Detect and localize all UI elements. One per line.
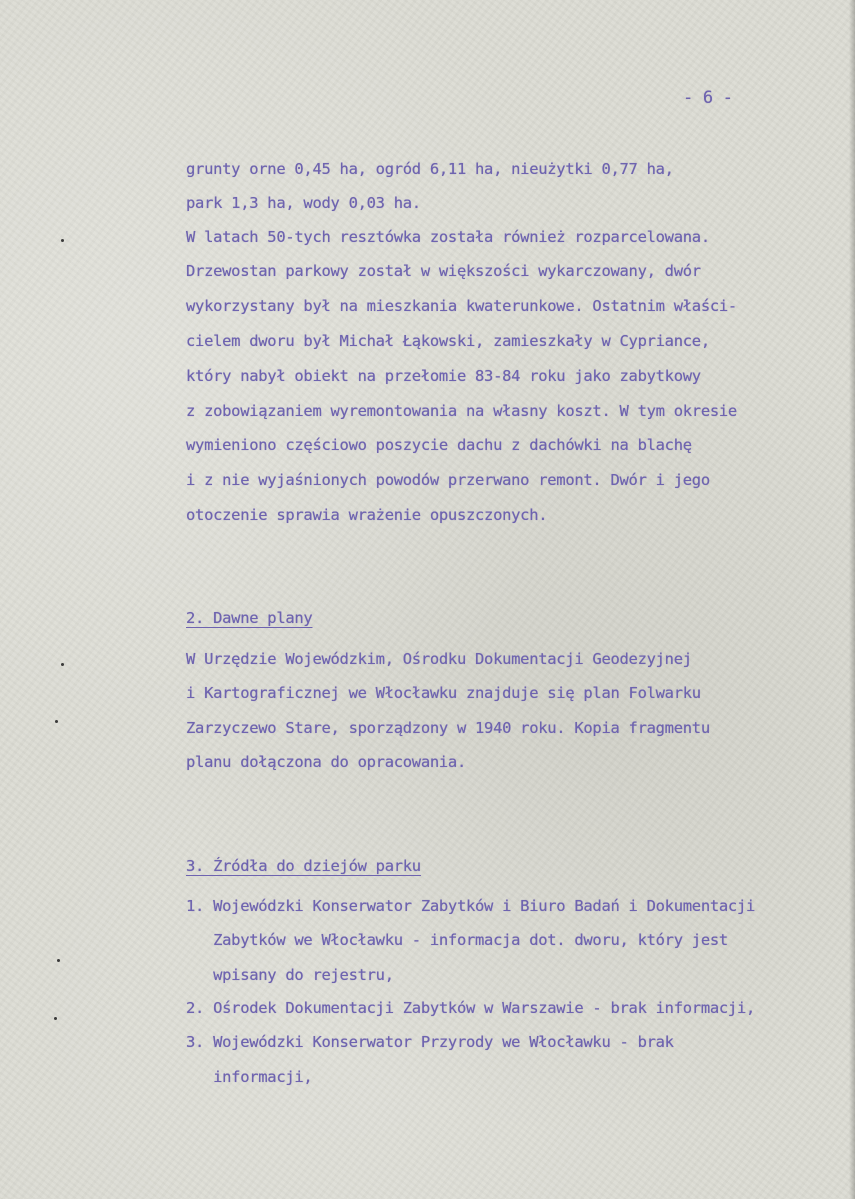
intro-line: i z nie wyjaśnionych powodów przerwano remont. Dwór i jego xyxy=(186,471,710,489)
intro-line: wykorzystany był na mieszkania kwaterunkowe. Ostatnim właści- xyxy=(186,297,737,315)
source-list-item: 2. Ośrodek Dokumentacji Zabytków w Warszawie - brak informacji, xyxy=(186,999,756,1017)
source-list-item: 3. Wojewódzki Konserwator Przyrody we Włocławku - brak xyxy=(186,1033,674,1051)
intro-line: który nabył obiekt na przełomie 83-84 roku jako zabytkowy xyxy=(186,367,701,385)
margin-mark xyxy=(55,720,58,723)
margin-mark xyxy=(57,959,60,962)
section2-line: i Kartograficznej we Włocławku znajduje się plan Folwarku xyxy=(186,684,701,702)
intro-line: otoczenie sprawia wrażenie opuszczonych. xyxy=(186,506,548,524)
source-list-item-continuation: wpisany do rejestru, xyxy=(186,966,394,984)
page-edge-shadow xyxy=(849,0,855,1199)
section2-line: Zarzyczewo Stare, sporządzony w 1940 roku. Kopia fragmentu xyxy=(186,719,710,737)
intro-line: Drzewostan parkowy został w większości wykarczowany, dwór xyxy=(186,262,701,280)
intro-line: park 1,3 ha, wody 0,03 ha. xyxy=(186,194,421,212)
intro-line: z zobowiązaniem wyremontowania na własny koszt. W tym okresie xyxy=(186,402,737,420)
intro-line: wymieniono częściowo poszycie dachu z dachówki na blachę xyxy=(186,436,692,454)
source-list-item-continuation: Zabytków we Włocławku - informacja dot. dworu, który jest xyxy=(186,931,728,949)
margin-mark xyxy=(61,663,64,666)
section-heading-dawne-plany: 2. Dawne plany xyxy=(186,609,313,627)
section2-line: planu dołączona do opracowania. xyxy=(186,753,466,771)
margin-mark xyxy=(54,1017,57,1020)
page-number: - 6 - xyxy=(683,88,733,108)
intro-line: grunty orne 0,45 ha, ogród 6,11 ha, nieużytki 0,77 ha, xyxy=(186,160,674,178)
intro-line: cielem dworu był Michał Łąkowski, zamieszkały w Cypriance, xyxy=(186,332,710,350)
margin-mark xyxy=(61,239,64,242)
intro-line: W latach 50-tych resztówka została również rozparcelowana. xyxy=(186,228,710,246)
source-list-item-continuation: informacji, xyxy=(186,1068,313,1086)
section2-line: W Urzędzie Wojewódzkim, Ośrodku Dokumentacji Geodezyjnej xyxy=(186,650,692,668)
section-heading-zrodla: 3. Źródła do dziejów parku xyxy=(186,857,421,875)
source-list-item: 1. Wojewódzki Konserwator Zabytków i Biuro Badań i Dokumentacji xyxy=(186,897,756,915)
